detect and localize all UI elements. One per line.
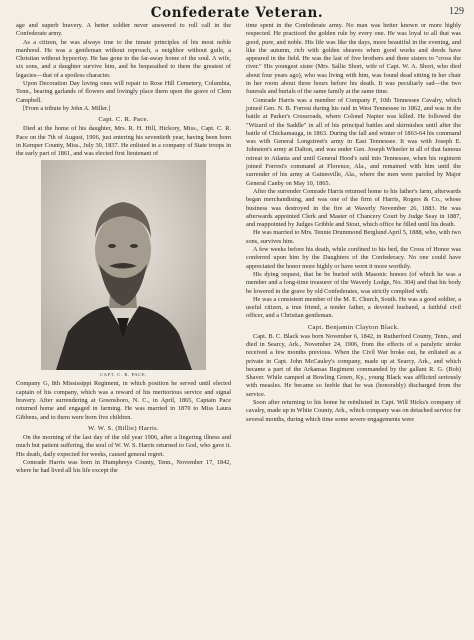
portrait-caption: CAPT. C. R. PACE. [99, 372, 148, 378]
harris-paragraph: His dying request, that he be buried with Masonic honors (of which he was a member and a long-time treasurer of the Waverly Lodge, No. 304) and that his body be lowered in the grave by old Confederates, was strictly complied with. [246, 270, 461, 295]
pace-heading: Capt. C. R. Pace. [98, 116, 149, 124]
tribute-note: [From a tribute by John A. Miller.] [23, 104, 111, 112]
harris-paragraph: On the morning of the last day of the old year 1906, after a lingering illness and much but patient suffering, the soul of W. W. S. Harris returned to God, who gave it. His death, daily expected for weeks, caused general regret. [16, 433, 231, 458]
harris-paragraph: A few weeks before his death, while confined to his bed, the Cross of Honor was conferred upon him by the Daughters of the Confederacy. No one could have appreciated the honor more highly or have worn it more worthily. [246, 246, 461, 270]
pace-paragraph: Company G, 8th Mississippi Regiment, in which position he served until elected captain of his company, which was a reward of his meritorious service and signal bravery. After surrendering at Greensboro, N. C., in April, 1865, Captain Pace returned home and engaged in farming. He was married in 1870 to Miss Laura Gibbens, and to them were born five children. [16, 380, 231, 421]
black-heading: Capt. Benjamin Clayton Black. [307, 323, 400, 331]
page-number: 129 [449, 6, 464, 17]
journal-title: Confederate Veteran. [150, 5, 324, 21]
black-paragraph: Soon after returning to his home he reënlisted in Capt. Will Hicks's company of cavalry, made up in White County, Ark., which company was on detached service for several months, during which time some severe engagements were [246, 399, 461, 423]
clem-campbell-paragraph: age and superb bravery. A better soldier never answered to roll call in the Confederate army. [16, 22, 231, 38]
harris-paragraph: time spent in the Confederate army. No man was better known or more highly respected. He practiced the golden rule by every one. He was loyal to all that was good, pure, and noble. His life was like the days, more beautiful in the evening, and like the autumn, rich with golden sheaves when good works and deeds have appeared in the field. He was the last of five brothers and three sisters to "cross the river." His youngest sister (Mrs. Sallie Short, wife of Capt. W. A. Short, who died about four years ago), who was living with him, was found dead sitting in her chair in her room about three hours before his death. It was peculiarly sad—the two funerals and burials of the same family at the same time. [246, 22, 461, 96]
black-paragraph: Capt. B. C. Black was born November 6, 1842, in Rutherford County, Tenn., and died in Searcy, Ark., November 24, 1906, from the effects of a paralytic stroke received a few months previous. When the Civil War broke out, he enlisted as a private in Capt. John McCauley's company, made up at Searcy, Ark., and which became a part of the Arkansas Regiment commanded by the gallant R. G. (Bob) Shaver. While camped at Bowling Green, Ky., young Black was afflicted seriously with measles. He became so feeble that he was (honorably) discharged from the service. [246, 332, 461, 398]
right-column [246, 22, 461, 424]
portrait-photo [16, 160, 231, 370]
portrait-image [16, 160, 231, 370]
harris-paragraph: He was married to Mrs. Tennie Drummond Berglund April 5, 1888, who, with two sons, survives him. [246, 229, 461, 245]
left-column [16, 22, 231, 475]
harris-paragraph: He was a consistent member of the M. E. Church, South. He was a good soldier, a useful citizen, a true friend, a tender father, a devoted husband, a faithful civil officer, and a Christian gentleman. [246, 295, 461, 320]
clem-campbell-paragraph: Upon Decoration Day loving ones will repair to Rose Hill Cemetery, Columbia, Tenn., bearing garlands of flowers and lovingly place them upon the grave of Clem Campbell. [16, 80, 231, 104]
harris-heading: W. W. S. (Billie) Harris. [88, 424, 159, 432]
harris-paragraph: Comrade Harris was a member of Company F, 10th Tennessee Cavalry, which joined Gen. N. B. Forrest during his raid in West Tennessee in 1862, and was in the battle at Parker's Crossroads, where Colonel Napier was killed. He followed the "Wizard of the Saddle" in all of his principal battles and skirmishes until after the battle of Chickamauga, in 1863. During the fall and winter of 1863-64 his command was with General Longstreet's army in East Tennessee. It was with Joseph E. Johnston's army at Dalton, and was under Gen. Joseph Wheeler in all of that famous retreat to Atlanta and until General Hood's raid into Tennessee, when his regiment joined Forrest's command at Florence, Ala., and remained with him until the surrender of his army at Gainesville, Ala., where the men were paroled by Major General Canby on May 10, 1865. [246, 96, 461, 187]
pace-paragraph: Died at the home of his daughter, Mrs. R. H. Hill, Hickory, Miss., Capt. C. R. Pace on the 7th of August, 1906, just entering his seventieth year, having been born in Kemper County, Miss., July 30, 1837. He enlisted in a company of State troops in the early part of 1861, and was elected first lieutenant of [16, 125, 231, 158]
harris-paragraph: Comrade Harris was born in Humphreys County, Tenn., November 17, 1842, where he had lived all his life except the [16, 458, 231, 475]
harris-paragraph: After the surrender Comrade Harris returned home to his father's farm, afterwards began merchandising, and was one of the firm of Harris, Rogers & Co., whose business was destroyed in the fire at Waverly November 26, 1883. He was afterwards appointed Clerk and Master of Chancery Court by Judge Seay in 1887, and reappointed by Judges Gribble and Stout, which office he filled until his death. [246, 187, 461, 229]
clem-campbell-paragraph: As a citizen, he was always true to the innate principles of his most noble manhood. He was a gentleman without reproach, a neighbor without guile, a Christian without hypocrisy. He has gone to the far-away home of the soul. A wife, six sons, and a daughter survive him, and he bequeathed to them the greatest of legacies—that of a spotless character. [16, 38, 231, 79]
